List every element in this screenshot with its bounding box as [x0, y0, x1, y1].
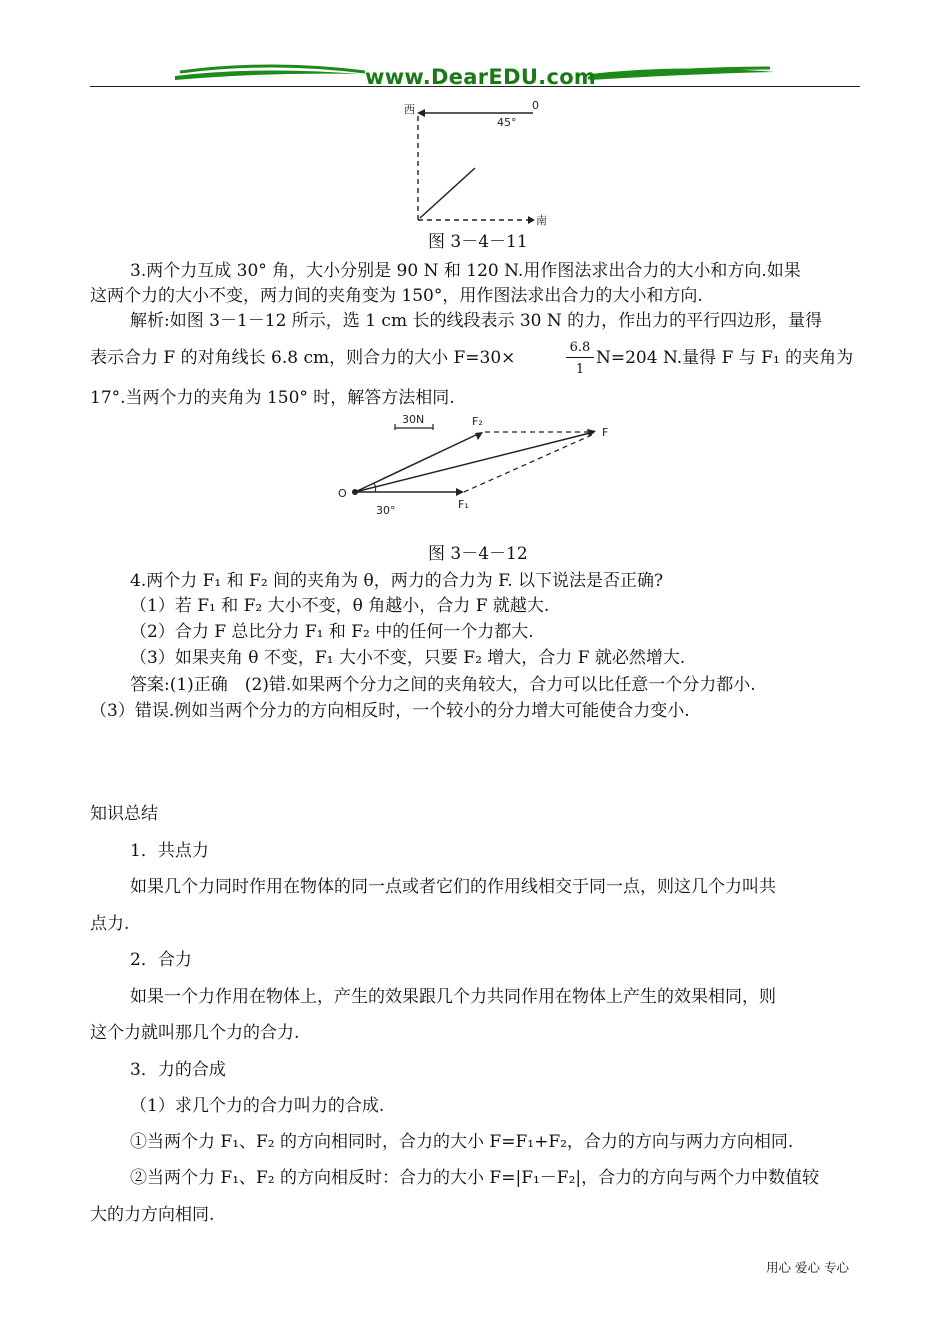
- footer-text: 用心 爱心 专心: [766, 1260, 849, 1275]
- q4-item3: （3）如果夹角 θ 不变，F₁ 大小不变，只要 F₂ 增大，合力 F 就必然增大.: [130, 648, 686, 668]
- summary-paragraph-1a: 如果几个力同时作用在物体的同一点或者它们的作用线相交于同一点，则这几个力叫共: [130, 877, 776, 897]
- fig12-f-label: F: [602, 426, 609, 439]
- summary-sub-2: ①当两个力 F₁、F₂ 的方向相同时，合力的大小 F=F₁+F₂，合力的方向与两力方向相同.: [130, 1132, 794, 1152]
- q4-line1: 4.两个力 F₁ 和 F₂ 间的夹角为 θ，两力的合力为 F. 以下说法是否正确?: [130, 571, 664, 591]
- figure-caption: 图 3－4－12: [428, 544, 528, 564]
- summary-title: 知识总结: [90, 804, 158, 824]
- q3-analysis-line1: 解析:如图 3－1－12 所示，选 1 cm 长的线段表示 30 N 的力，作出力的平行四边形，量得: [130, 311, 823, 331]
- fig12-angle-label: 30°: [376, 504, 396, 517]
- fraction-numerator: 6.8: [569, 340, 591, 355]
- fraction-denominator: 1: [575, 362, 585, 377]
- summary-sub-3b: 大的力方向相同.: [90, 1205, 215, 1225]
- summary-heading-3: 3．力的合成: [130, 1060, 226, 1080]
- header-logo: www.DearEDU.com: [365, 65, 597, 89]
- q4-answer2: （3）错误.例如当两个分力的方向相反时，一个较小的分力增大可能使合力变小.: [90, 701, 690, 721]
- q3-line2: 这两个力的大小不变，两力间的夹角变为 150°，用作图法求出合力的大小和方向.: [90, 286, 703, 306]
- summary-sub-3a: ②当两个力 F₁、F₂ 的方向相反时：合力的大小 F=|F₁－F₂|，合力的方向与两个力中数值较: [130, 1168, 820, 1188]
- fig12-f1-label: F₁: [458, 498, 469, 511]
- q3-analysis-line2a: 表示合力 F 的对角线长 6.8 cm，则合力的大小 F=30×: [90, 348, 516, 368]
- q3-analysis-line3: 17°.当两个力的夹角为 150° 时，解答方法相同.: [90, 388, 455, 408]
- figure-caption: 图 3－4－11: [428, 232, 528, 252]
- figure-3-4-12: [330, 408, 630, 520]
- q4-answer1: 答案:(1)正确 (2)错.如果两个分力之间的夹角较大，合力可以比任意一个分力都小.: [130, 675, 756, 695]
- fig11-south-label: 南: [536, 214, 547, 227]
- fig11-angle-label: 45°: [497, 116, 517, 129]
- summary-paragraph-2b: 这个力就叫那几个力的合力.: [90, 1023, 300, 1043]
- figure-3-4-11: [395, 96, 555, 230]
- summary-sub-1: （1）求几个力的合力叫力的合成.: [130, 1096, 385, 1116]
- summary-paragraph-2a: 如果一个力作用在物体上，产生的效果跟几个力共同作用在物体上产生的效果相同，则: [130, 987, 776, 1007]
- q4-item2: （2）合力 F 总比分力 F₁ 和 F₂ 中的任何一个力都大.: [130, 622, 534, 642]
- fig11-origin-label: 0: [532, 99, 539, 112]
- summary-paragraph-1b: 点力.: [90, 914, 130, 934]
- q4-item1: （1）若 F₁ 和 F₂ 大小不变，θ 角越小，合力 F 就越大.: [130, 596, 550, 616]
- summary-heading-1: 1．共点力: [130, 841, 209, 861]
- fig11-west-label: 西: [404, 103, 415, 116]
- summary-heading-2: 2．合力: [130, 950, 192, 970]
- q3-analysis-line2b: N=204 N.量得 F 与 F₁ 的夹角为: [596, 348, 854, 368]
- fig12-o-label: O: [338, 487, 347, 500]
- fig12-f2-label: F₂: [472, 415, 483, 428]
- fig12-scale-label: 30N: [402, 413, 425, 426]
- q3-line1: 3.两个力互成 30° 角，大小分别是 90 N 和 120 N.用作图法求出合力的大小和方向.如果: [130, 261, 801, 281]
- fraction-bar: [566, 357, 594, 358]
- header-rule: [90, 86, 860, 87]
